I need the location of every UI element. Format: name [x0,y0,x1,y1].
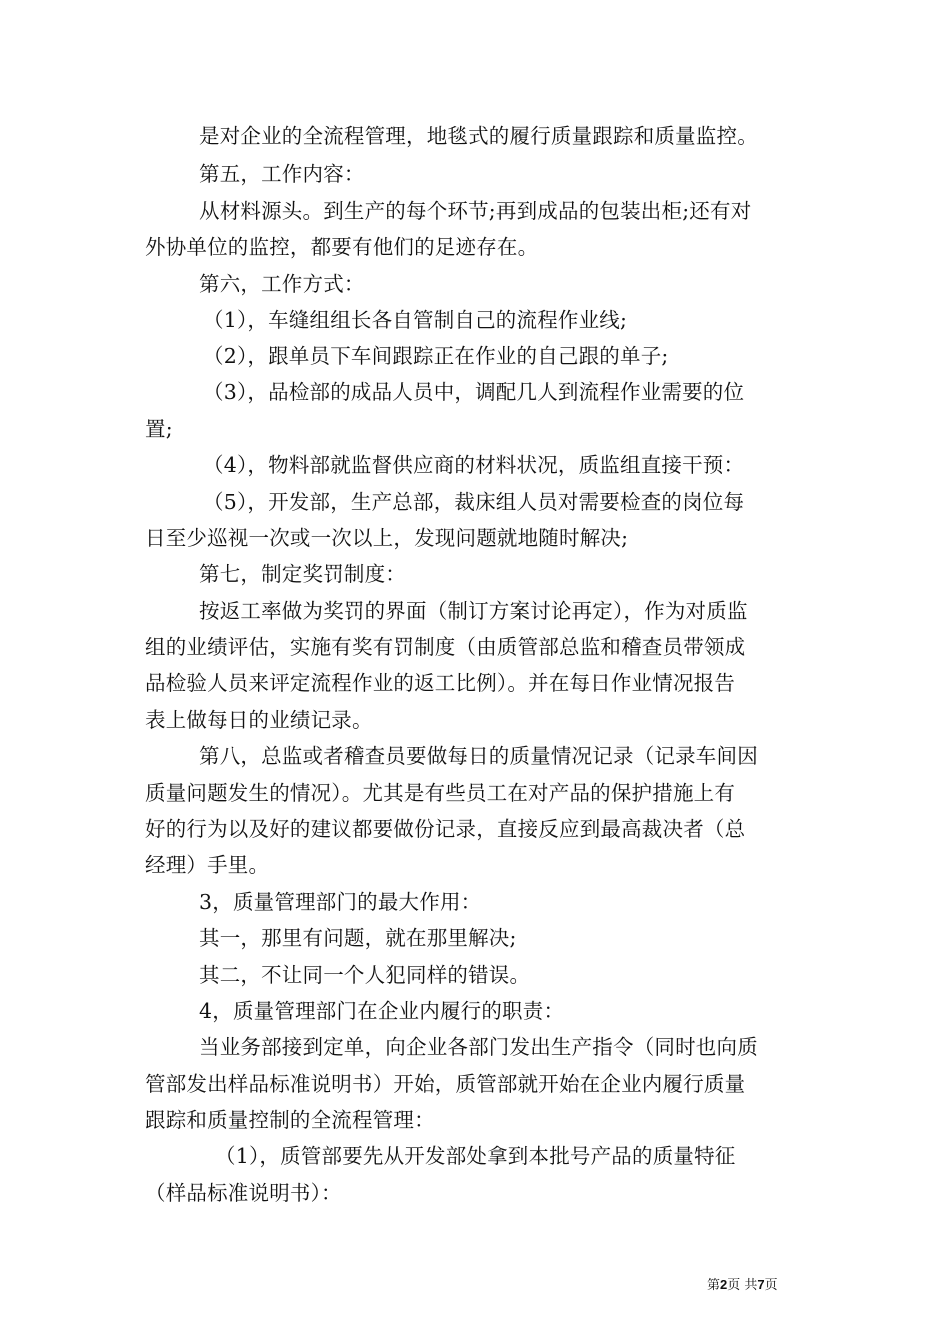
text-line: 其一，那里有问题，就在那里解决; [199,926,517,950]
text-line: 第五，工作内容： [199,162,365,186]
text-line: 4，质量管理部门在企业内履行的职责： [199,999,565,1023]
text-line: 是对企业的全流程管理，地毯式的履行质量跟踪和质量监控。 [199,124,758,148]
page-footer [707,1276,778,1295]
footer-suffix: 页 [764,1278,778,1293]
text-line: 日至少巡视一次或一次以上，发现问题就地随时解决; [145,526,629,550]
text-line: （3），品检部的成品人员中，调配几人到流程作业需要的位 [203,380,745,404]
text-line: 按返工率做为奖罚的界面（制订方案讨论再定），作为对质监 [199,599,748,623]
text-line: 第八，总监或者稽查员要做每日的质量情况记录（记录车间因 [199,744,758,768]
total-pages-number: 7 [757,1277,765,1292]
text-line: 外协单位的监控，都要有他们的足迹存在。 [145,235,539,259]
text-line: （1），车缝组组长各自管制自己的流程作业线; [203,308,628,332]
text-line: 经理）手里。 [145,853,270,877]
text-line: 第六，工作方式： [199,272,365,296]
text-line: 其二，不让同一个人犯同样的错误。 [199,963,531,987]
footer-prefix: 第 [707,1278,721,1293]
footer-middle: 页 共 [727,1278,758,1293]
text-line: 置; [145,417,173,441]
text-line: 好的行为以及好的建议都要做份记录，直接反应到最高裁决者（总 [145,817,746,841]
text-line: （2），跟单员下车间跟踪正在作业的自己跟的单子; [203,344,669,368]
text-line: 品检验人员来评定流程作业的返工比例）。并在每日作业情况报告 [145,671,736,695]
text-line: （1），质管部要先从开发部处拿到本批号产品的质量特征 [215,1144,736,1168]
text-line: （样品标准说明书）： [145,1181,342,1205]
text-line: （5），开发部，生产总部，裁床组人员对需要检查的岗位每 [203,490,745,514]
text-line: 第七，制定奖罚制度： [199,562,406,586]
text-line: 组的业绩评估，实施有奖有罚制度（由质管部总监和稽查员带领成 [145,635,746,659]
text-line: 3，质量管理部门的最大作用： [199,890,482,914]
current-page-number: 2 [720,1277,728,1292]
text-line: 从材料源头。到生产的每个环节;再到成品的包装出柜;还有对 [199,199,752,223]
text-line: 质量问题发生的情况）。尤其是有些员工在对产品的保护措施上有 [145,781,736,805]
text-line: 管部发出样品标准说明书）开始，质管部就开始在企业内履行质量 [145,1072,746,1096]
text-line: 表上做每日的业绩记录。 [145,708,373,732]
text-line: 跟踪和质量控制的全流程管理： [145,1108,435,1132]
text-line: （4），物料部就监督供应商的材料状况，质监组直接干预： [203,453,745,477]
text-line: 当业务部接到定单，向企业各部门发出生产指令（同时也向质 [199,1035,758,1059]
